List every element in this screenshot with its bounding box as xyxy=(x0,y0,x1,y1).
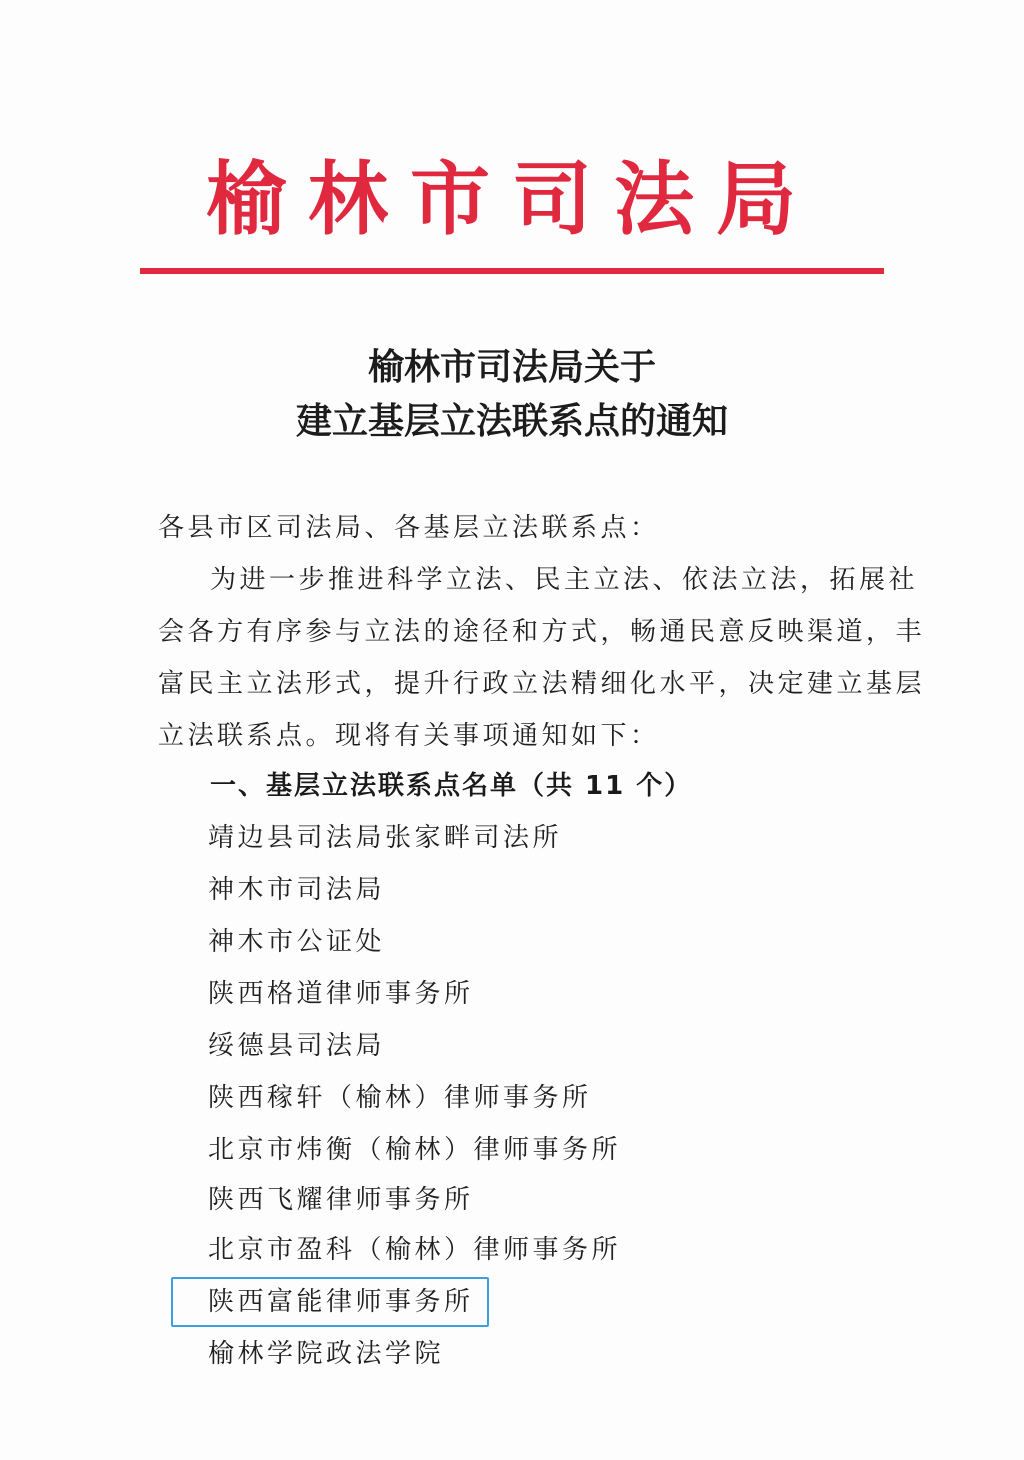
list-item: 北京市炜衡（榆林）律师事务所 xyxy=(208,1135,622,1165)
document-title-line-1: 榆林市司法局关于 xyxy=(367,347,656,388)
section-heading: 一、基层立法联系点名单（共 11 个） xyxy=(210,771,693,801)
masthead-divider xyxy=(140,268,884,274)
masthead-title: 榆林市司法局 xyxy=(206,153,818,246)
list-item: 陕西格道律师事务所 xyxy=(208,979,474,1009)
list-item: 陕西稼轩（榆林）律师事务所 xyxy=(208,1083,592,1113)
list-item: 绥德县司法局 xyxy=(208,1031,386,1061)
paragraph-line-3: 富民主立法形式，提升行政立法精细化水平，决定建立基层 xyxy=(158,669,926,699)
list-item: 神木市公证处 xyxy=(208,927,386,957)
list-item: 陕西飞耀律师事务所 xyxy=(208,1185,474,1215)
paragraph-line-1: 为进一步推进科学立法、民主立法、依法立法，拓展社 xyxy=(210,565,919,595)
paragraph-line-2: 会各方有序参与立法的途径和方式，畅通民意反映渠道，丰 xyxy=(158,617,926,647)
list-item: 神木市司法局 xyxy=(208,875,386,905)
list-item-highlighted: 陕西富能律师事务所 xyxy=(208,1287,474,1317)
list-item: 北京市盈科（榆林）律师事务所 xyxy=(208,1235,622,1265)
document-title-line-2: 建立基层立法联系点的通知 xyxy=(295,401,728,442)
salutation: 各县市区司法局、各基层立法联系点： xyxy=(158,513,660,543)
list-item: 靖边县司法局张家畔司法所 xyxy=(208,823,563,853)
paragraph-line-4: 立法联系点。现将有关事项通知如下： xyxy=(158,721,660,751)
list-item: 榆林学院政法学院 xyxy=(208,1339,445,1369)
